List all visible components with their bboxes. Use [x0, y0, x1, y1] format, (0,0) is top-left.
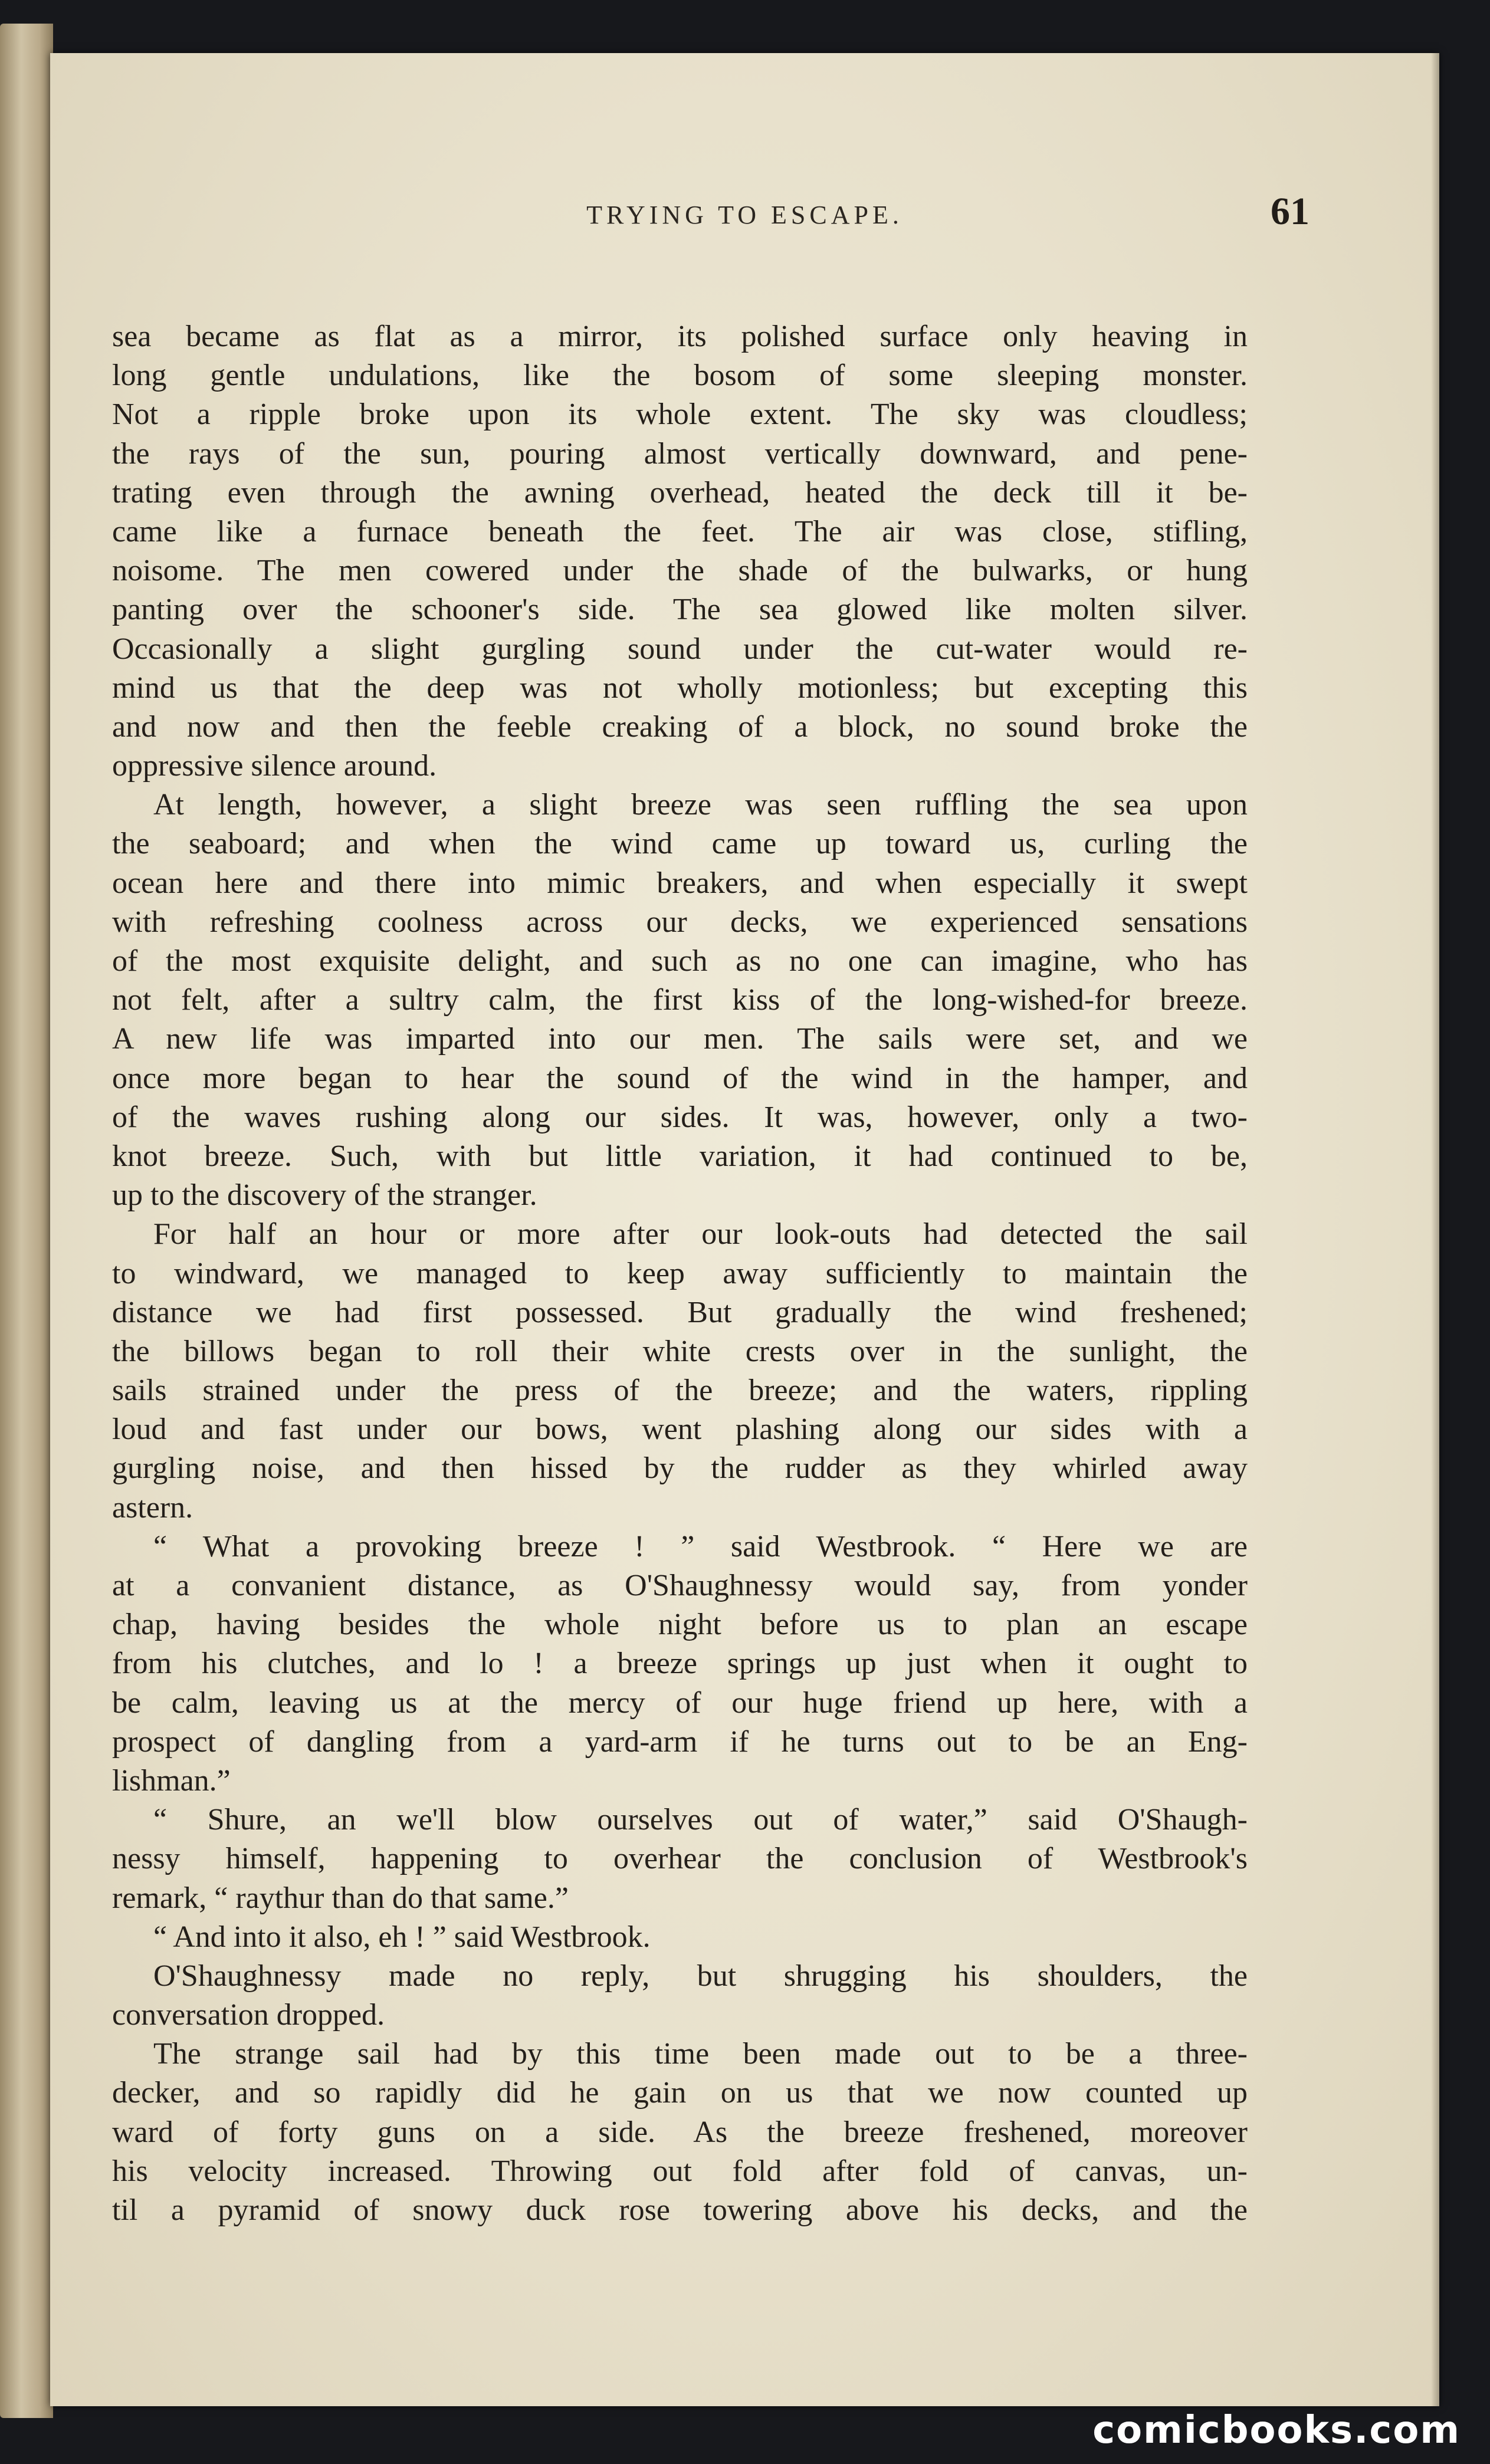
- text-line: up to the discovery of the stranger.: [112, 1178, 537, 1213]
- text-line: gurgling noise, and then hissed by the rudder as they whirled away: [112, 1451, 1248, 1486]
- text-line: and now and then the feeble creaking of a block, no sound broke the: [112, 709, 1248, 744]
- text-line: til a pyramid of snowy duck rose towering above his decks, and the: [112, 2193, 1248, 2227]
- text-line: of the most exquisite delight, and such as no one can imagine, who has: [112, 944, 1248, 978]
- text-line: be calm, leaving us at the mercy of our huge friend up here, with a: [112, 1686, 1248, 1720]
- text-line: trating even through the awning overhead, heated the deck till it be-: [112, 475, 1248, 510]
- text-line: mind us that the deep was not wholly motionless; but excepting this: [112, 671, 1248, 705]
- text-line: loud and fast under our bows, went plashing along our sides with a: [112, 1412, 1248, 1447]
- text-line: “ And into it also, eh ! ” said Westbrook.: [153, 1920, 651, 1954]
- text-line: the rays of the sun, pouring almost vertically downward, and pene-: [112, 436, 1248, 471]
- book-page: [50, 53, 1439, 2406]
- text-line: distance we had first possessed. But gradually the wind freshened;: [112, 1295, 1248, 1329]
- text-line: to windward, we managed to keep away sufficiently to maintain the: [112, 1256, 1248, 1290]
- text-line: came like a furnace beneath the feet. The air was close, stifling,: [112, 514, 1248, 548]
- text-line: The strange sail had by this time been made out to be a three-: [153, 2037, 1248, 2071]
- text-line: sails strained under the press of the breeze; and the waters, rippling: [112, 1374, 1248, 1408]
- text-line: of the waves rushing along our sides. It was, however, only a two-: [112, 1100, 1248, 1134]
- text-line: sea became as flat as a mirror, its polished surface only heaving in: [112, 320, 1248, 353]
- text-line: Not a ripple broke upon its whole extent. The sky was cloudless;: [112, 397, 1248, 432]
- running-head: [50, 189, 1439, 242]
- watermark: comicbooks.com: [1092, 2409, 1461, 2452]
- text-line: not felt, after a sultry calm, the first kiss of the long-wished-for breeze.: [112, 983, 1248, 1017]
- page-number: 61: [1271, 190, 1310, 233]
- text-line: the seaboard; and when the wind came up toward us, curling the: [112, 827, 1248, 861]
- text-line: At length, however, a slight breeze was seen ruffling the sea upon: [153, 788, 1248, 822]
- text-line: from his clutches, and lo ! a breeze springs up just when it ought to: [112, 1647, 1248, 1681]
- text-line: astern.: [112, 1490, 193, 1525]
- text-line: with refreshing coolness across our decks, we experienced sensations: [112, 905, 1248, 939]
- text-line: panting over the schooner's side. The sea glowed like molten silver.: [112, 593, 1248, 627]
- text-line: noisome. The men cowered under the shade of the bulwarks, or hung: [112, 554, 1248, 588]
- book-spine-edge: [0, 24, 53, 2418]
- text-line: Occasionally a slight gurgling sound under the cut-water would re-: [112, 632, 1248, 666]
- text-line: oppressive silence around.: [112, 749, 437, 783]
- text-line: once more began to hear the sound of the wind in the hamper, and: [112, 1061, 1248, 1095]
- text-line: chap, having besides the whole night before us to plan an escape: [112, 1608, 1248, 1642]
- running-title: TRYING TO ESCAPE.: [586, 201, 903, 229]
- text-line: knot breeze. Such, with but little variation, it had continued to be,: [112, 1139, 1248, 1173]
- text-line: remark, “ raythur than do that same.”: [112, 1881, 569, 1915]
- page-edge-shadow: [1431, 53, 1439, 2406]
- text-line: at a convanient distance, as O'Shaughnessy would say, from yonder: [112, 1569, 1248, 1602]
- text-line: ocean here and there into mimic breakers, and when especially it swept: [112, 866, 1248, 900]
- text-line: the billows began to roll their white crests over in the sunlight, the: [112, 1334, 1248, 1368]
- text-line: decker, and so rapidly did he gain on us that we now counted up: [112, 2076, 1248, 2110]
- body-text: [112, 317, 1248, 2230]
- text-line: ward of forty guns on a side. As the breeze freshened, moreover: [112, 2115, 1248, 2149]
- text-line: his velocity increased. Throwing out fold after fold of canvas, un-: [112, 2154, 1248, 2188]
- text-line: “ What a provoking breeze ! ” said Westbrook. “ Here we are: [153, 1529, 1248, 1563]
- text-line: For half an hour or more after our look-outs had detected the sail: [153, 1217, 1248, 1251]
- text-line: O'Shaughnessy made no reply, but shrugging his shoulders, the: [153, 1959, 1248, 1993]
- text-line: conversation dropped.: [112, 1998, 385, 2032]
- text-line: nessy himself, happening to overhear the conclusion of Westbrook's: [112, 1842, 1248, 1876]
- text-line: lishman.”: [112, 1763, 231, 1798]
- text-line: A new life was imparted into our men. The sails were set, and we: [112, 1022, 1248, 1056]
- text-line: long gentle undulations, like the bosom of some sleeping monster.: [112, 359, 1248, 393]
- text-line: “ Shure, an we'll blow ourselves out of water,” said O'Shaugh-: [153, 1803, 1248, 1837]
- text-line: prospect of dangling from a yard-arm if he turns out to be an Eng-: [112, 1724, 1248, 1759]
